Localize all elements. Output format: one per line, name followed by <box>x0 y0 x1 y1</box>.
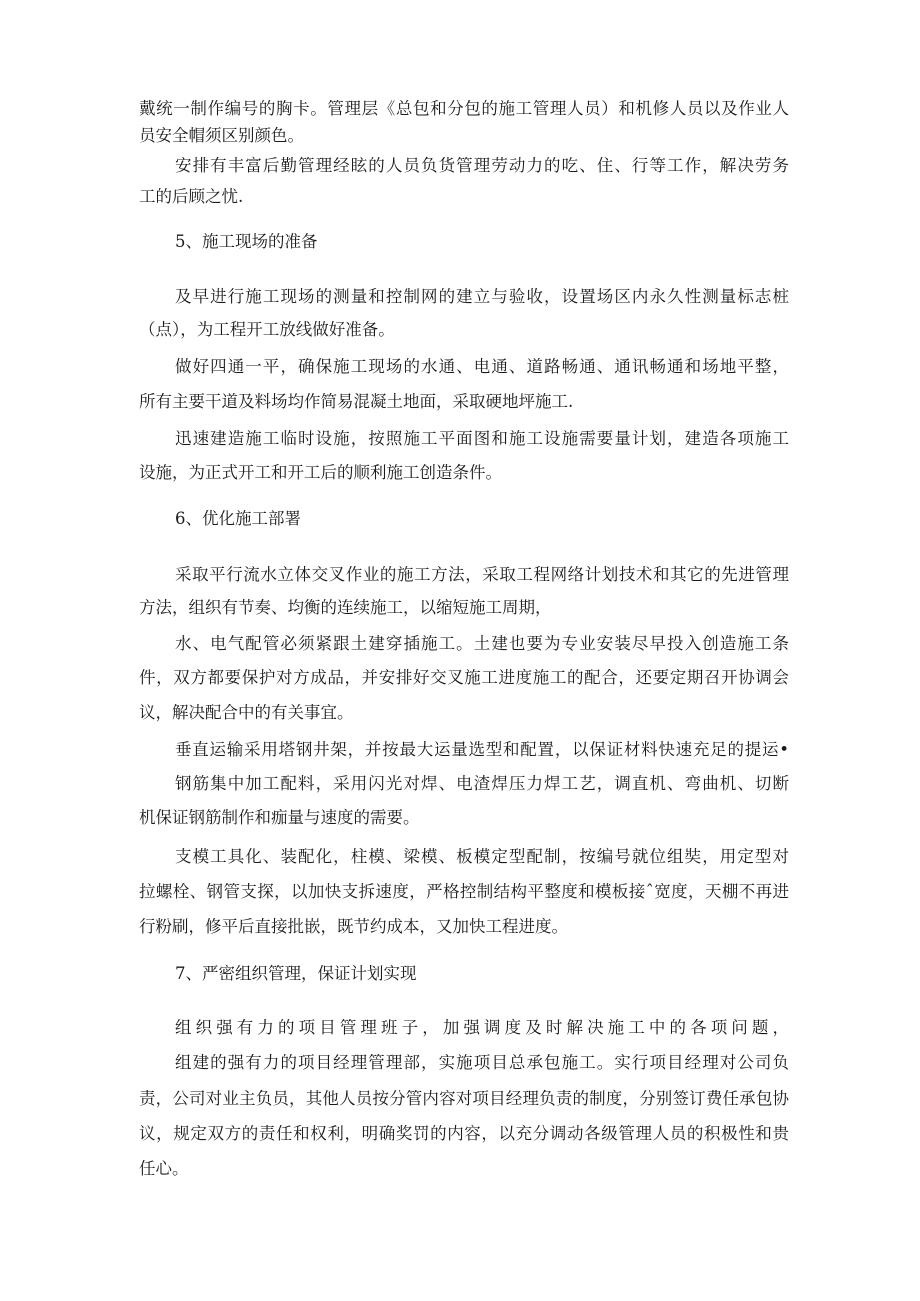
paragraph-line: 拉螺栓、钢管支探，以加快支拆速度，严格控制结构平整度和模板接ˆ宽度，天棚不再进 <box>139 882 789 901</box>
section-heading-5: 5、施工现场的准备 <box>175 232 318 251</box>
paragraph-line: 水、电气配管必须紧跟土建穿插施工。土建也要为专业安装尽早投入创造施工条 <box>175 634 789 653</box>
paragraph-line: 所有主要干道及料场均作简易混凝土地面，采取硬地坪施工. <box>139 392 574 411</box>
paragraph-line: 支模工具化、装配化，柱模、梁模、板模定型配制，按编号就位组奘，用定型对 <box>175 847 789 866</box>
paragraph-line: 方法，组织有节奏、均衡的连续施工，以缩短施工周期， <box>139 598 552 617</box>
paragraph-line: 及早进行施工现场的测量和控制网的建立与验收，设置场区内永久性测量标志桩 <box>175 287 789 306</box>
section-heading-7: 7、严密组织管理，保证计划实现 <box>175 964 417 983</box>
paragraph-line: （点），为工程开工放线做好准备。 <box>139 320 395 339</box>
paragraph-line: 采取平行流水立体交叉作业的施工方法，采取工程网络计划技术和其它的先进管理 <box>175 565 789 584</box>
paragraph-line: 行粉刷，修平后直接批嵌，既节约成本，又加快工程进度。 <box>139 917 568 936</box>
paragraph-line: 戴统一制作编号的胸卡。管理层《总包和分包的施工管理人员）和机修人员以及作业人 <box>139 99 789 118</box>
paragraph-line: 组建的强有力的项目经理管理部，实施项目总承包施工。实行项目经理对公司负 <box>175 1053 789 1072</box>
paragraph-line: 安排有丰富后勤管理经眩的人员负货管理劳动力的吃、住、行等工作，解决劳务 <box>175 156 789 175</box>
paragraph-line: 垂直运输采用塔钢井架，并按最大运量选型和配置，以保证材料快速充足的提运• <box>175 740 789 759</box>
paragraph-line: 员安全帽须区别颜色。 <box>139 126 304 145</box>
paragraph-line: 钢筋集中加工配料，采用闪光对焊、电渣焊压力焊工艺，调直机、弯曲机、切断 <box>175 774 789 793</box>
paragraph-line: 迅速建造施工临时设施，按照施工平面图和施工设施需要量计划，建造各项施工 <box>175 429 789 448</box>
paragraph-line: 任心。 <box>139 1159 189 1178</box>
paragraph-line: 设施，为正式开工和开工后的顺利施工创造条件。 <box>139 463 502 482</box>
paragraph-line: 机保证钢筋制作和痂量与速度的需要。 <box>139 808 420 827</box>
section-heading-6: 6、优化施工部署 <box>175 509 301 528</box>
paragraph-line: 工的后顾之忧. <box>139 187 244 206</box>
paragraph-line: 责，公司对业主负员，其他人员按分管内容对项目经理负责的制度，分别签订费任承包协 <box>139 1089 789 1108</box>
paragraph-line: 议，规定双方的责任和权利，明确奖罚的内容，以充分调动各级管理人员的积极性和贵 <box>139 1124 789 1143</box>
paragraph-line: 议，解决配合中的有关事宜。 <box>139 703 354 722</box>
paragraph-line: 做好四通一平，确保施工现场的水通、电通、道路畅通、通讯畅通和场地平整， <box>175 357 789 376</box>
paragraph-line: 组织强有力的项目管理班子，加强调度及时解决施工中的各项问题， <box>175 1018 789 1037</box>
paragraph-line: 件，双方都要保护对方成品，并安排好交叉施工进度施工的配合，还要定期召开协调会 <box>139 668 789 687</box>
